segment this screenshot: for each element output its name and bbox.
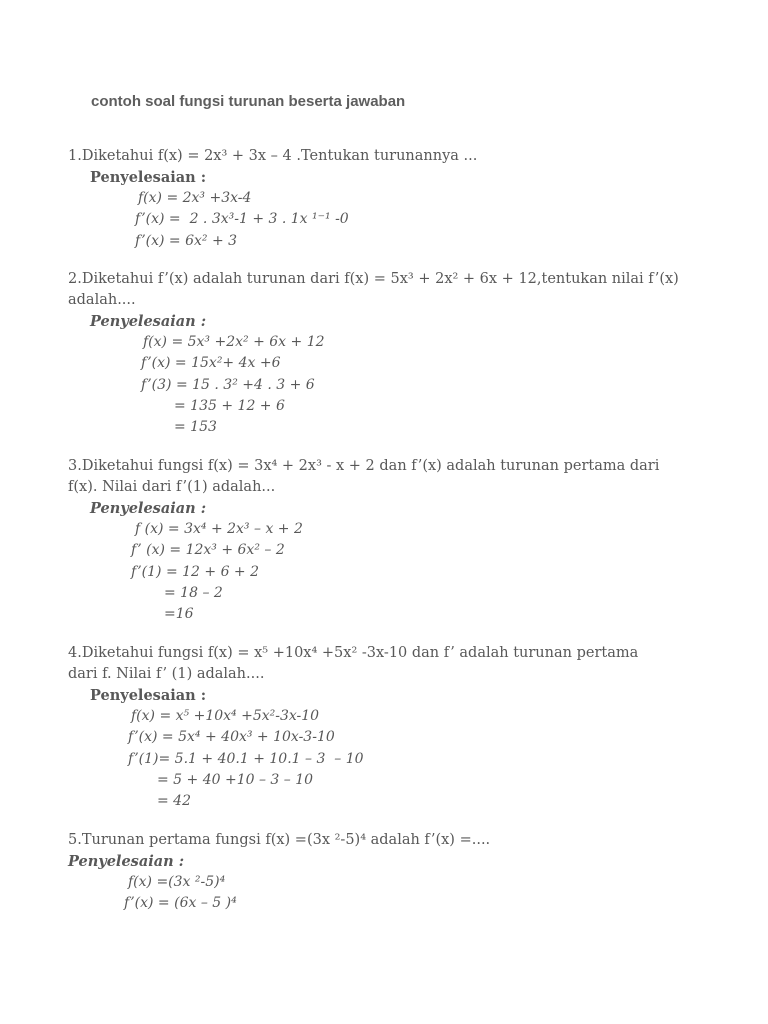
solution-step: f’(1)= 5.1 + 40.1 + 10.1 – 3 – 10 bbox=[128, 750, 364, 767]
solution-step: f’(x) = (6x – 5 )⁴ bbox=[124, 895, 237, 912]
question-text-continued: adalah.... bbox=[68, 292, 136, 308]
solution-step: f’(x) = 6x² + 3 bbox=[135, 232, 238, 249]
solution-step: f(x) = 5x³ +2x² + 6x + 12 bbox=[143, 334, 325, 350]
problem-4 bbox=[68, 643, 680, 812]
question-text: 5.Turunan pertama fungsi f(x) =(3x ²-5)⁴ adalah f’(x) =.... bbox=[68, 832, 491, 848]
solution-step: f’(x) = 5x⁴ + 40x³ + 10x-3-10 bbox=[128, 729, 335, 746]
question-text-continued: f(x). Nilai dari f’(1) adalah... bbox=[68, 479, 276, 495]
solution-step: f(x) =(3x ²-5)⁴ bbox=[128, 874, 226, 890]
solution-step: = 5 + 40 +10 – 3 – 10 bbox=[157, 771, 314, 788]
solution-step: f(x) = x⁵ +10x⁴ +5x²-3x-10 bbox=[131, 708, 320, 724]
solution-step: = 42 bbox=[157, 793, 191, 810]
solution-step: = 18 – 2 bbox=[164, 584, 223, 601]
solution-step: f’(x) = 2 . 3x³-1 + 3 . 1x ¹⁻¹ -0 bbox=[135, 211, 349, 228]
solution-step: f’(x) = 15x²+ 4x +6 bbox=[141, 355, 281, 372]
page-title: contoh soal fungsi turunan beserta jawaban bbox=[91, 93, 406, 110]
solution-step: f’ (x) = 12x³ + 6x² – 2 bbox=[131, 542, 285, 559]
question-text: 3.Diketahui fungsi f(x) = 3x⁴ + 2x³ - x + 2 dan f’(x) adalah turunan pertama dari bbox=[68, 458, 660, 474]
problem-2 bbox=[68, 269, 680, 438]
solution-step: = 135 + 12 + 6 bbox=[174, 397, 285, 414]
question-text-continued: dari f. Nilai f’ (1) adalah.... bbox=[68, 666, 265, 682]
solution-label: Penyelesaian : bbox=[68, 853, 185, 870]
problem-5 bbox=[68, 830, 680, 915]
solution-label: Penyelesaian : bbox=[90, 313, 207, 330]
problem-3 bbox=[68, 456, 680, 625]
solution-label: Penyelesaian : bbox=[90, 169, 207, 186]
problem-1 bbox=[68, 146, 680, 252]
question-text: 1.Diketahui f(x) = 2x³ + 3x – 4 .Tentukan turunannya ... bbox=[68, 148, 478, 164]
question-text: 4.Diketahui fungsi f(x) = x⁵ +10x⁴ +5x² -3x-10 dan f’ adalah turunan pertama bbox=[68, 645, 639, 661]
solution-step: =16 bbox=[164, 606, 194, 623]
solution-step: = 153 bbox=[174, 419, 217, 436]
solution-label: Penyelesaian : bbox=[90, 500, 207, 517]
solution-label: Penyelesaian : bbox=[90, 687, 207, 704]
solution-step: f’(3) = 15 . 3² +4 . 3 + 6 bbox=[141, 376, 315, 393]
solution-step: f(x) = 2x³ +3x-4 bbox=[138, 190, 252, 206]
question-text: 2.Diketahui f’(x) adalah turunan dari f(x) = 5x³ + 2x² + 6x + 12,tentukan nilai f’(x) bbox=[68, 271, 679, 287]
solution-step: f (x) = 3x⁴ + 2x³ – x + 2 bbox=[135, 521, 303, 537]
solution-step: f’(1) = 12 + 6 + 2 bbox=[131, 563, 260, 580]
